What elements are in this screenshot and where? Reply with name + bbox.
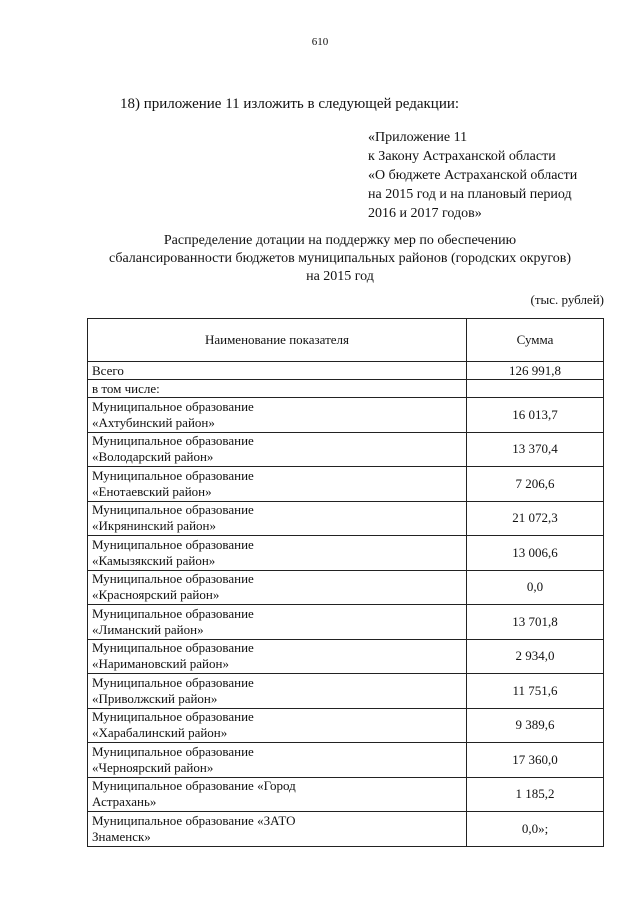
amount-cell: 9 389,6: [467, 708, 604, 743]
municipality-name-line: Муниципальное образование: [92, 467, 254, 483]
municipality-name-line: Муниципальное образование: [92, 709, 254, 725]
municipality-name-line: «Черноярский район»: [92, 759, 214, 775]
table-row: [88, 777, 604, 812]
column-header-name: Наименование показателя: [88, 319, 467, 362]
municipality-name-line: «Лиманский район»: [92, 621, 204, 637]
amount-cell: 7 206,6: [467, 467, 604, 502]
municipality-name-line: «Харабалинский район»: [92, 725, 228, 741]
appendix-header: [368, 128, 577, 223]
municipality-name-line: Муниципальное образование: [92, 433, 254, 449]
appendix-line: 2016 и 2017 годов»: [368, 206, 482, 221]
municipality-name-line: Муниципальное образование: [92, 536, 254, 552]
municipality-name-line: «Красноярский район»: [92, 587, 220, 603]
municipality-name-line: Астрахань»: [92, 794, 157, 810]
appendix-line: «О бюджете Астраханской области: [368, 168, 578, 183]
table-row: [88, 812, 604, 847]
appendix-line: «Приложение 11: [368, 130, 468, 145]
page-number: 610: [311, 36, 329, 48]
column-header-sum: Сумма: [467, 319, 604, 362]
table-row: [88, 639, 604, 674]
table-row: [88, 501, 604, 536]
including-label: в том числе:: [88, 380, 467, 398]
municipality-name-line: Муниципальное образование: [92, 605, 254, 621]
amount-cell: 0,0»;: [467, 812, 604, 847]
table-row: [88, 605, 604, 640]
table-row: [88, 398, 604, 433]
municipality-name-cell: [88, 639, 467, 674]
table-row: [88, 743, 604, 778]
table-row: [88, 536, 604, 571]
municipality-name-line: «Икрянинский район»: [92, 518, 216, 534]
amount-cell: 13 006,6: [467, 536, 604, 571]
including-empty-cell: [467, 380, 604, 398]
including-row: [88, 380, 604, 398]
municipality-name-cell: [88, 812, 467, 847]
amount-cell: 13 701,8: [467, 605, 604, 640]
municipality-name-cell: [88, 777, 467, 812]
appendix-line: на 2015 год и на плановый период: [368, 187, 572, 202]
subsidy-table: [87, 318, 604, 847]
table-title-line: на 2015 год: [306, 269, 374, 284]
municipality-name-line: «Наримановский район»: [92, 656, 229, 672]
municipality-name-line: «Ахтубинский район»: [92, 414, 215, 430]
table-header-row: [88, 319, 604, 362]
municipality-name-cell: [88, 398, 467, 433]
table-title-line: сбалансированности бюджетов муниципальных районов (городских округов): [108, 251, 572, 266]
total-value: 126 991,8: [467, 362, 604, 380]
amount-cell: 21 072,3: [467, 501, 604, 536]
table-title-line: Распределение дотации на поддержку мер по обеспечению: [163, 233, 517, 248]
municipality-name-line: Муниципальное образование: [92, 398, 254, 414]
municipality-name-line: Муниципальное образование «ЗАТО: [92, 812, 296, 828]
municipality-name-cell: [88, 605, 467, 640]
municipality-name-cell: [88, 467, 467, 502]
municipality-name-line: Знаменск»: [92, 828, 151, 844]
amount-cell: 13 370,4: [467, 432, 604, 467]
municipality-name-line: «Володарский район»: [92, 449, 214, 465]
municipality-name-cell: [88, 432, 467, 467]
municipality-name-line: Муниципальное образование: [92, 640, 254, 656]
municipality-name-line: Муниципальное образование «Город: [92, 778, 296, 794]
municipality-name-line: «Камызякский район»: [92, 552, 216, 568]
table-row: [88, 674, 604, 709]
municipality-name-line: Муниципальное образование: [92, 674, 254, 690]
municipality-name-cell: [88, 674, 467, 709]
total-row: [88, 362, 604, 380]
municipality-name-cell: [88, 536, 467, 571]
total-label: Всего: [88, 362, 467, 380]
amount-cell: 11 751,6: [467, 674, 604, 709]
units-label: (тыс. рублей): [530, 292, 604, 307]
municipality-name-cell: [88, 501, 467, 536]
table-row: [88, 432, 604, 467]
municipality-name-cell: [88, 708, 467, 743]
appendix-line: к Закону Астраханской области: [368, 149, 556, 164]
amount-cell: 17 360,0: [467, 743, 604, 778]
amount-cell: 1 185,2: [467, 777, 604, 812]
table-title: [70, 232, 610, 286]
amount-cell: 16 013,7: [467, 398, 604, 433]
table-row: [88, 570, 604, 605]
municipality-name-line: Муниципальное образование: [92, 571, 254, 587]
municipality-name-line: Муниципальное образование: [92, 502, 254, 518]
municipality-name-cell: [88, 743, 467, 778]
municipality-name-line: Муниципальное образование: [92, 743, 254, 759]
table-row: [88, 708, 604, 743]
amount-cell: 0,0: [467, 570, 604, 605]
amount-cell: 2 934,0: [467, 639, 604, 674]
amendment-instruction: 18) приложение 11 изложить в следующей редакции:: [120, 96, 460, 112]
municipality-name-line: «Енотаевский район»: [92, 483, 212, 499]
table-row: [88, 467, 604, 502]
municipality-name-line: «Приволжский район»: [92, 690, 218, 706]
municipality-name-cell: [88, 570, 467, 605]
